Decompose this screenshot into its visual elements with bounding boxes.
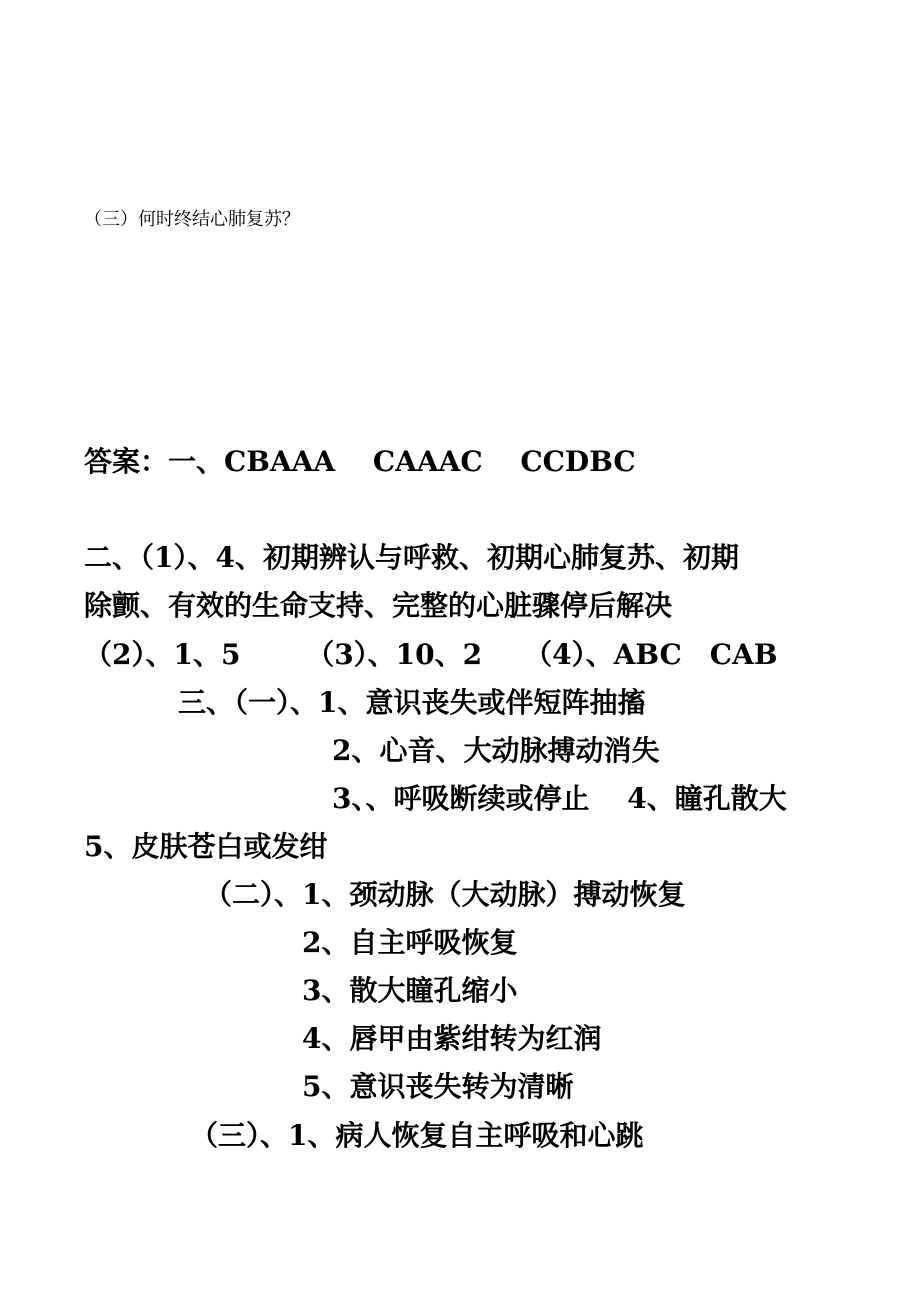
question-three: （三）何时终结心肺复苏？ (84, 209, 300, 230)
answer-part3-1-item2: 2、心音、大动脉搏动消失 (332, 734, 660, 767)
answer-part3-2-item2: 2、自主呼吸恢复 (302, 926, 518, 959)
answer-part3-1-item5: 5、皮肤苍白或发绀 (84, 830, 328, 863)
answer-part3-1-item1: 三、（一）、1、意识丧失或伴短阵抽搐 (178, 686, 646, 719)
answer-part3-3-item1: （三）、1、病人恢复自主呼吸和心跳 (190, 1119, 644, 1152)
answer-part3-2-item3: 3、散大瞳孔缩小 (302, 974, 518, 1007)
answer-part3-2-item5: 5、意识丧失转为清晰 (302, 1070, 574, 1103)
answer-heading: 答案：一、CBAAA CAAAC CCDBC (84, 445, 636, 478)
answer-part2-line2: 除颤、有效的生命支持、完整的心脏骤停后解决 (84, 589, 673, 622)
answer-part3-1-item3: 3、、呼吸断续或停止 4、瞳孔散大 (332, 782, 787, 815)
answer-part3-2-item4: 4、唇甲由紫绀转为红润 (302, 1022, 602, 1055)
answer-part3-2-item1: （二）、1、颈动脉（大动脉）搏动恢复 (204, 878, 686, 911)
answer-part2-line1: 二、（1）、4、初期辨认与呼救、初期心肺复苏、初期 (84, 541, 739, 574)
answer-part2-line3: （2）、1、5 （3）、10、2 （4）、ABC CAB (84, 638, 778, 671)
